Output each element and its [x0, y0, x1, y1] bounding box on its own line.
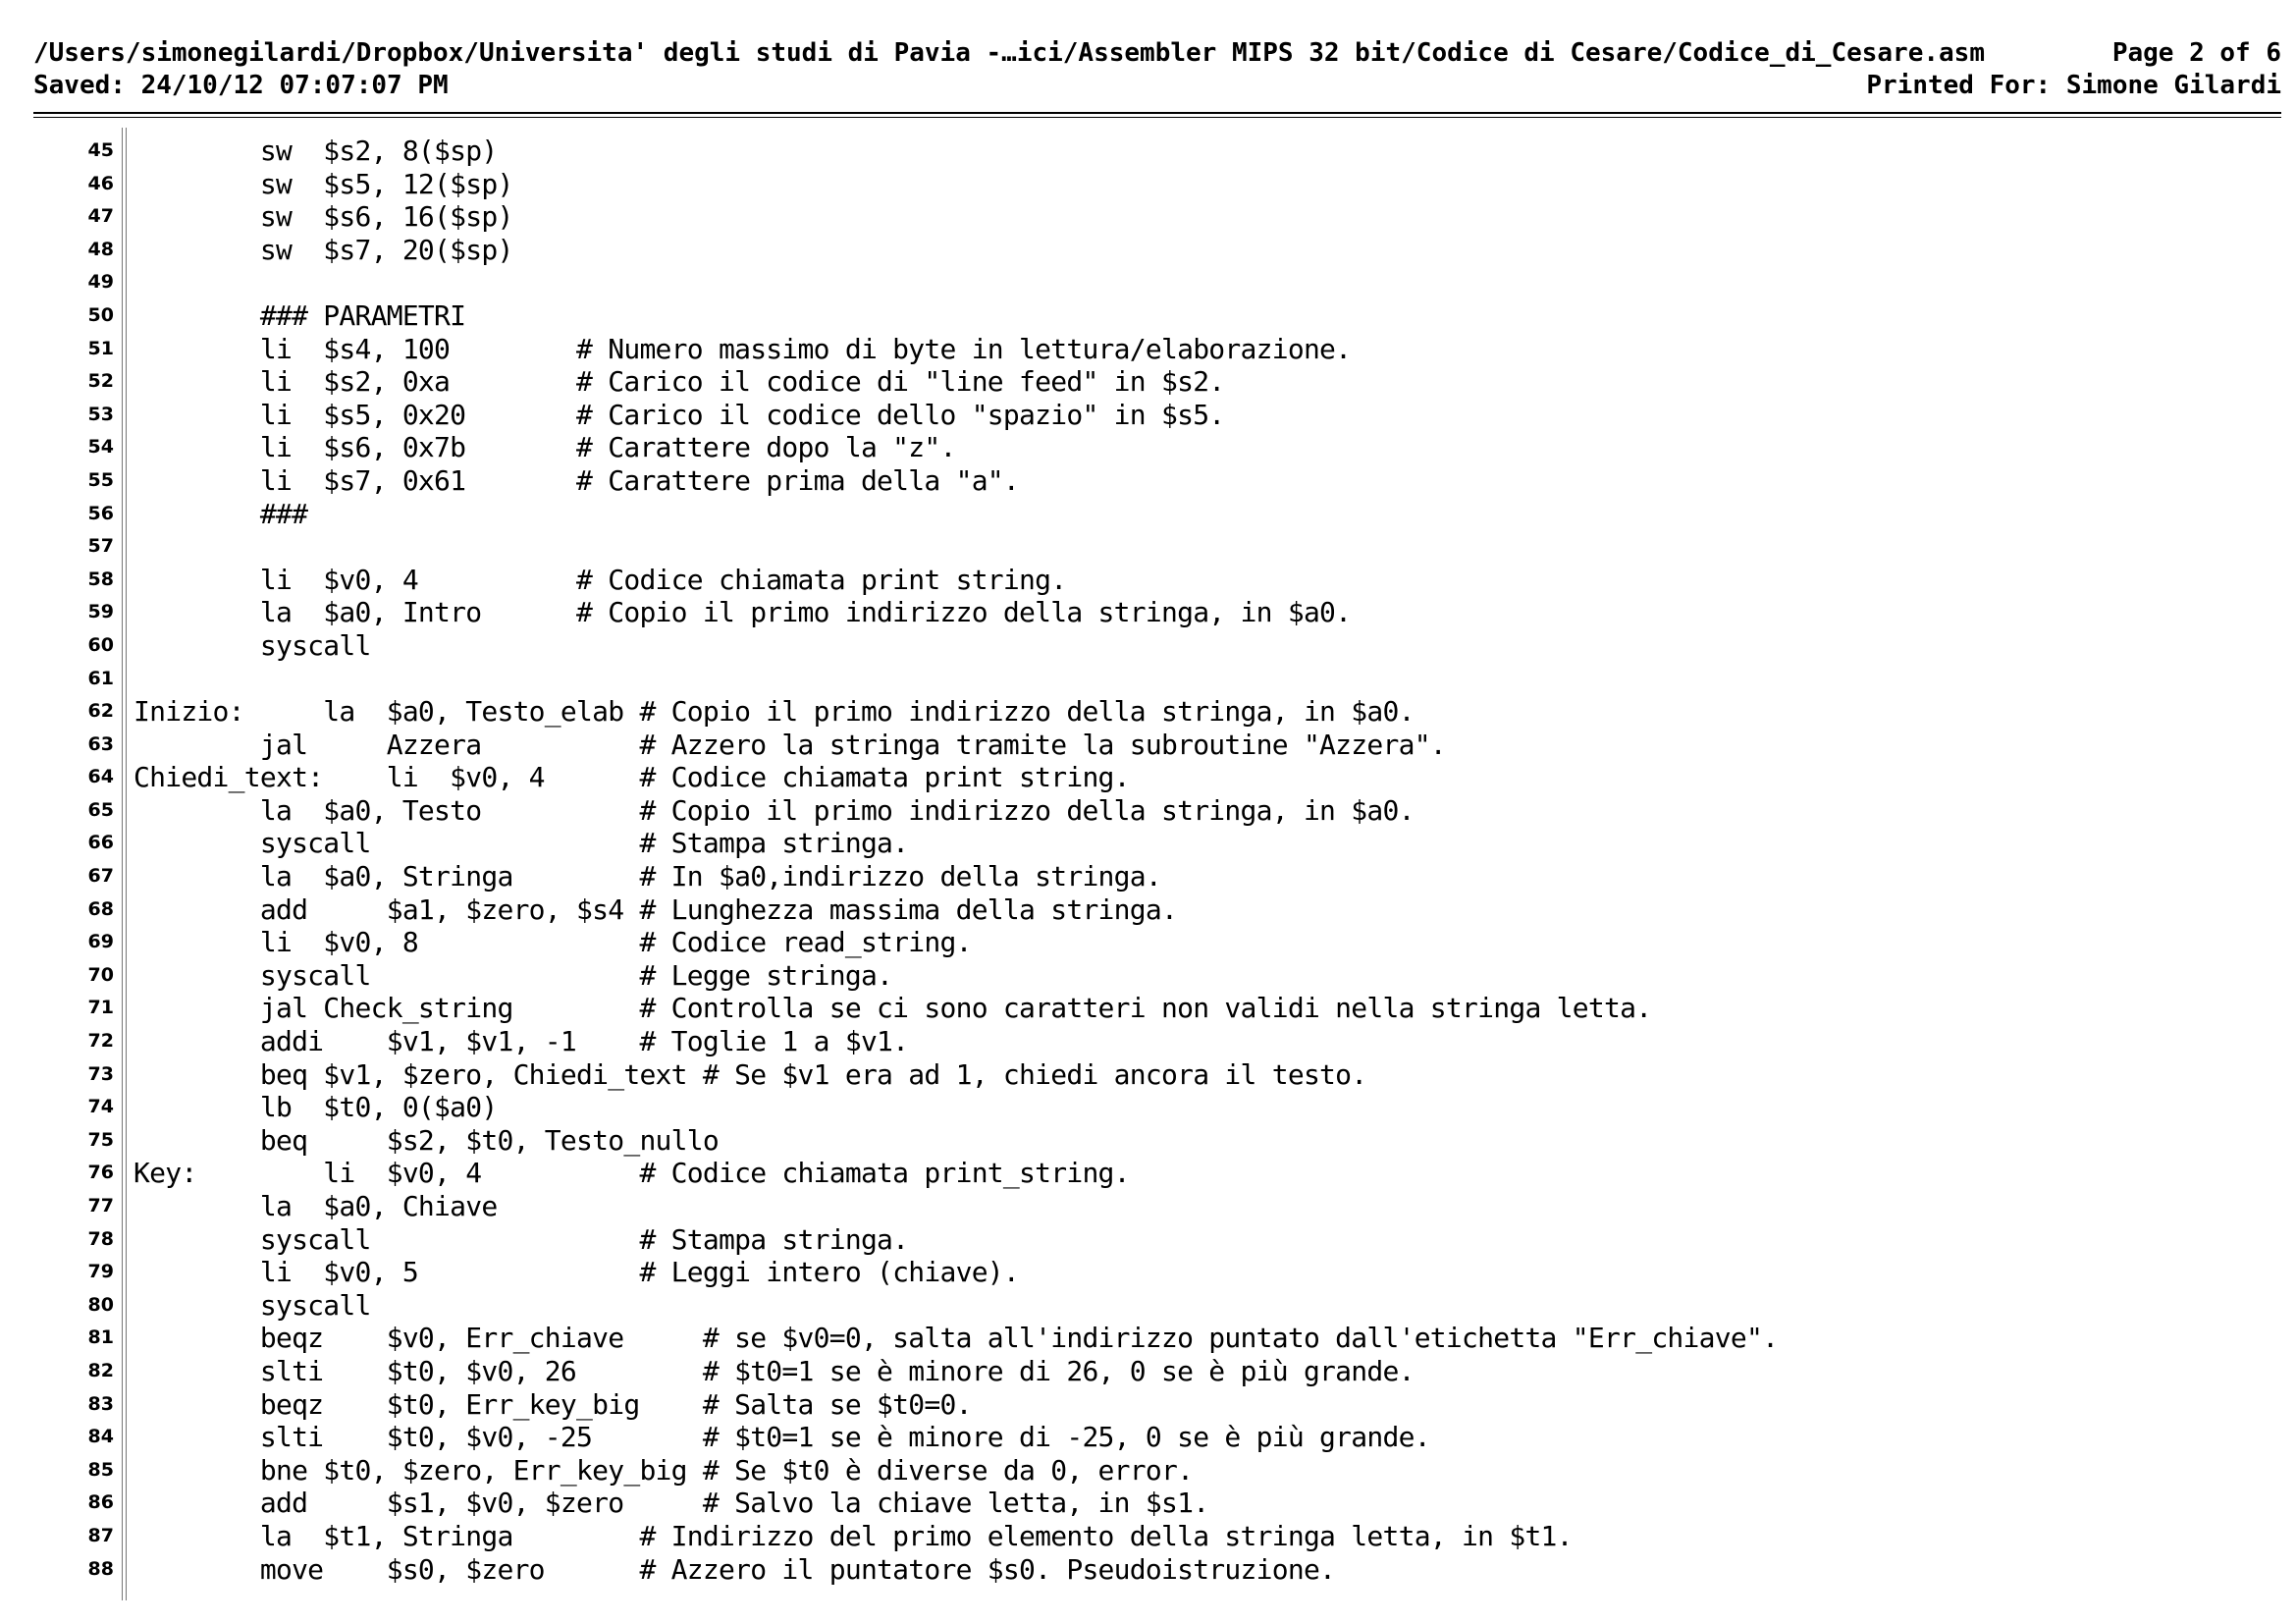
source-text: la $a0, Intro # Copio il primo indirizzo della stringa, in $a0. — [133, 596, 1352, 629]
line-number: 52 — [87, 370, 114, 393]
code-line — [0, 431, 2296, 464]
line-number: 86 — [87, 1491, 114, 1514]
line-number: 77 — [87, 1195, 114, 1217]
line-number: 67 — [87, 865, 114, 888]
line-number: 56 — [87, 502, 114, 524]
code-line — [0, 1157, 2296, 1190]
code-line — [0, 1256, 2296, 1289]
header-row-2 — [33, 70, 2281, 101]
code-line — [0, 663, 2296, 696]
line-number: 83 — [87, 1392, 114, 1415]
code-line — [0, 564, 2296, 597]
code-line — [0, 1355, 2296, 1388]
code-line — [0, 1553, 2296, 1587]
line-number: 58 — [87, 568, 114, 590]
source-text: li $v0, 4 # Codice chiamata print string. — [133, 563, 1067, 596]
code-line — [0, 464, 2296, 498]
code-line — [0, 992, 2296, 1025]
code-line — [0, 761, 2296, 794]
line-number: 76 — [87, 1162, 114, 1184]
source-text: Key: li $v0, 4 # Codice chiamata print_string. — [133, 1157, 1130, 1190]
line-number: 74 — [87, 1096, 114, 1118]
source-text: slti $t0, $v0, -25 # $t0=1 se è minore di -25, 0 se è più grande. — [133, 1421, 1430, 1454]
source-text: ### — [133, 497, 308, 530]
code-line — [0, 959, 2296, 993]
code-line — [0, 365, 2296, 399]
source-text: Inizio: la $a0, Testo_elab # Copio il primo indirizzo della stringa, in $a0. — [133, 695, 1415, 729]
source-text: lb $t0, 0($a0) — [133, 1091, 498, 1124]
code-line — [0, 266, 2296, 299]
source-text: slti $t0, $v0, 26 # $t0=1 se è minore di 26, 0 se è più grande. — [133, 1354, 1415, 1387]
code-line — [0, 596, 2296, 629]
line-number: 82 — [87, 1359, 114, 1381]
source-text: beq $v1, $zero, Chiedi_text # Se $v1 era ad 1, chiedi ancora il testo. — [133, 1057, 1367, 1091]
code-line — [0, 629, 2296, 663]
code-line — [0, 168, 2296, 201]
line-number: 75 — [87, 1128, 114, 1151]
code-line — [0, 530, 2296, 564]
code-line — [0, 1289, 2296, 1323]
line-number: 65 — [87, 798, 114, 821]
code-line — [0, 1025, 2296, 1058]
line-number: 54 — [87, 436, 114, 459]
code-line — [0, 200, 2296, 234]
code-line — [0, 1520, 2296, 1553]
line-number: 45 — [87, 139, 114, 161]
code-line — [0, 695, 2296, 729]
line-number: 85 — [87, 1458, 114, 1481]
code-line — [0, 827, 2296, 860]
code-line — [0, 234, 2296, 267]
source-text: li $v0, 8 # Codice read_string. — [133, 926, 972, 959]
print-header — [33, 37, 2281, 106]
source-text: beqz $v0, Err_chiave # se $v0=0, salta all'indirizzo puntato dall'etichetta "Err_chiave". — [133, 1322, 1779, 1355]
source-text: syscall # Legge stringa. — [133, 958, 893, 992]
file-path: /Users/simonegilardi/Dropbox/Universita' degli studi di Pavia -…ici/Assembler MIPS 32 bit/Codice di Cesare/Codice_di_Cesare.asm — [33, 38, 1985, 68]
line-number: 49 — [87, 271, 114, 294]
line-number: 63 — [87, 732, 114, 755]
code-line — [0, 399, 2296, 432]
source-text: syscall — [133, 1288, 371, 1322]
source-text: syscall # Stampa stringa. — [133, 1222, 909, 1256]
line-number: 79 — [87, 1261, 114, 1283]
code-line — [0, 498, 2296, 531]
source-text: li $s5, 0x20 # Carico il codice dello "spazio" in $s5. — [133, 398, 1225, 431]
code-line — [0, 1421, 2296, 1454]
header-row-1 — [33, 37, 2281, 69]
source-text: jal Azzera # Azzero la stringa tramite la subroutine "Azzera". — [133, 728, 1446, 761]
source-text: add $s1, $v0, $zero # Salvo la chiave letta, in $s1. — [133, 1487, 1209, 1520]
code-line — [0, 1322, 2296, 1355]
line-number: 61 — [87, 667, 114, 689]
line-number: 69 — [87, 931, 114, 953]
line-number: 59 — [87, 601, 114, 623]
code-line — [0, 333, 2296, 366]
line-number: 51 — [87, 337, 114, 359]
source-text: beqz $t0, Err_key_big # Salta se $t0=0. — [133, 1387, 972, 1421]
page-number: Page 2 of 6 — [2111, 38, 2281, 68]
code-line — [0, 135, 2296, 168]
source-text: sw $s2, 8($sp) — [133, 135, 498, 167]
source-text: la $a0, Stringa # In $a0,indirizzo della stringa. — [133, 860, 1161, 893]
source-text: beq $s2, $t0, Testo_nullo — [133, 1123, 719, 1157]
line-number: 88 — [87, 1557, 114, 1580]
code-line — [0, 299, 2296, 333]
source-text: ### PARAMETRI — [133, 298, 466, 332]
line-number: 78 — [87, 1227, 114, 1250]
source-text: move $s0, $zero # Azzero il puntatore $s0. Pseudoistruzione. — [133, 1552, 1336, 1586]
code-line — [0, 729, 2296, 762]
line-number: 71 — [87, 997, 114, 1019]
code-line — [0, 1388, 2296, 1422]
code-line — [0, 1124, 2296, 1158]
source-text: la $t1, Stringa # Indirizzo del primo elemento della stringa letta, in $t1. — [133, 1519, 1573, 1552]
source-text: jal Check_string # Controlla se ci sono caratteri non validi nella stringa letta. — [133, 992, 1652, 1025]
source-text: li $s4, 100 # Numero massimo di byte in lettura/elaborazione. — [133, 332, 1352, 365]
source-text: li $s2, 0xa # Carico il codice di "line feed" in $s2. — [133, 365, 1225, 399]
line-number: 62 — [87, 700, 114, 723]
code-line — [0, 860, 2296, 893]
line-number: 53 — [87, 403, 114, 425]
code-line — [0, 893, 2296, 927]
code-line — [0, 1487, 2296, 1520]
line-number: 68 — [87, 897, 114, 920]
code-line — [0, 1190, 2296, 1223]
source-text: Chiedi_text: li $v0, 4 # Codice chiamata print string. — [133, 761, 1130, 794]
source-text: li $s6, 0x7b # Carattere dopo la "z". — [133, 431, 956, 464]
code-line — [0, 1454, 2296, 1488]
code-line — [0, 1091, 2296, 1124]
code-listing — [0, 135, 2296, 1586]
source-text: li $v0, 5 # Leggi intero (chiave). — [133, 1256, 1020, 1289]
source-text: sw $s5, 12($sp) — [133, 167, 513, 200]
code-line — [0, 1223, 2296, 1257]
line-number: 47 — [87, 205, 114, 228]
line-number: 48 — [87, 238, 114, 260]
line-number: 60 — [87, 633, 114, 656]
line-number: 84 — [87, 1426, 114, 1448]
line-number: 64 — [87, 766, 114, 788]
line-number: 72 — [87, 1030, 114, 1053]
code-line — [0, 1058, 2296, 1092]
saved-timestamp: Saved: 24/10/12 07:07:07 PM — [33, 71, 449, 100]
line-number: 87 — [87, 1524, 114, 1546]
source-text: sw $s6, 16($sp) — [133, 200, 513, 234]
line-number: 73 — [87, 1062, 114, 1085]
line-number: 81 — [87, 1326, 114, 1349]
line-number: 55 — [87, 468, 114, 491]
source-text: syscall — [133, 628, 371, 662]
source-text: bne $t0, $zero, Err_key_big # Se $t0 è diverse da 0, error. — [133, 1453, 1194, 1487]
line-number: 70 — [87, 963, 114, 986]
header-rule-thick — [33, 112, 2281, 114]
line-number: 80 — [87, 1293, 114, 1316]
code-line — [0, 794, 2296, 828]
line-number: 57 — [87, 535, 114, 558]
source-text: syscall # Stampa stringa. — [133, 827, 909, 860]
code-line — [0, 926, 2296, 959]
source-text: add $a1, $zero, $s4 # Lunghezza massima della stringa. — [133, 893, 1178, 926]
line-number: 46 — [87, 172, 114, 194]
header-rule-thin — [33, 117, 2281, 118]
printed-for: Printed For: Simone Gilardi — [1866, 71, 2281, 100]
source-text: la $a0, Chiave — [133, 1190, 498, 1222]
line-number: 66 — [87, 832, 114, 854]
source-text: sw $s7, 20($sp) — [133, 233, 513, 266]
source-text: li $s7, 0x61 # Carattere prima della "a". — [133, 463, 1020, 497]
source-text: addi $v1, $v1, -1 # Toglie 1 a $v1. — [133, 1025, 909, 1058]
source-text: la $a0, Testo # Copio il primo indirizzo della stringa, in $a0. — [133, 793, 1415, 827]
line-number: 50 — [87, 303, 114, 326]
